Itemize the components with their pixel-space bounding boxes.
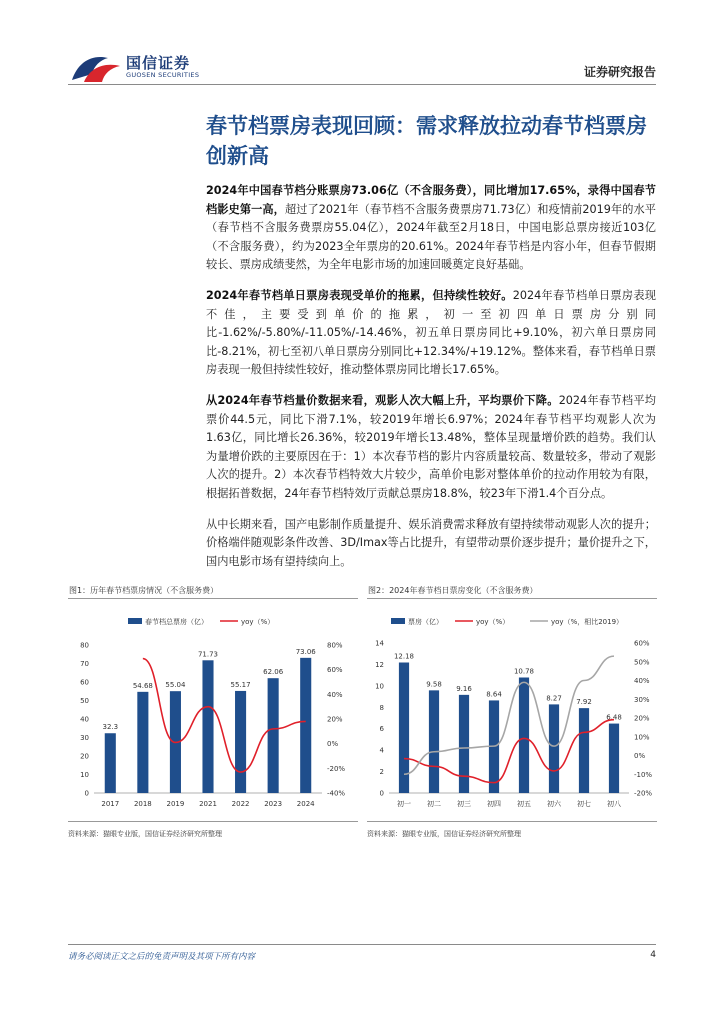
paragraph-1-text: 超过了2021年（春节档不含服务费票房71.73亿）和疫情前2019年的水平（春节档不含服务费票房55.04亿），2024年截至2月18日，中国电影总票房接近103亿（不含服务费），约为2023全年票房的20.61%。2024年春节档是内容小年，但春节假期较长、票房成绩斐然，为全年电影市场的加速回暖奠定良好基础。: [206, 202, 656, 272]
y2-tick-label: -20%: [327, 764, 346, 773]
figure-2-source: 资料来源：猫眼专业版，国信证券经济研究所整理: [367, 830, 521, 838]
logo-mark-icon: [70, 50, 122, 84]
y-tick-label: 40: [80, 715, 89, 724]
bar-value-label: 32.3: [102, 723, 119, 732]
bar-value-label: 9.58: [426, 680, 442, 689]
legend-label-1: yoy（%）: [476, 618, 510, 626]
bar-初八: [609, 724, 619, 793]
x-tick-label: 2021: [199, 800, 217, 807]
y2-tick-label: -10%: [634, 770, 653, 779]
x-tick-label: 初二: [427, 800, 441, 807]
paragraph-3: [206, 392, 656, 504]
bar-value-label: 62.06: [263, 668, 284, 677]
paragraph-3-lead: 从2024年春节档量价数据来看，观影人次大幅上升，平均票价下降。: [206, 393, 559, 407]
y-tick-label: 0: [379, 789, 384, 798]
figure-1: [68, 583, 358, 843]
y2-tick-label: 50%: [634, 658, 650, 667]
bar-初二: [429, 690, 439, 793]
y2-tick-label: 60%: [327, 666, 343, 675]
figure-2-bottom-rule: [367, 821, 657, 822]
y2-tick-label: 20%: [327, 715, 343, 724]
paragraph-2-lead: 2024年春节档单日票房表现受单价的拖累，但持续性较好。: [206, 288, 513, 302]
bar-初五: [519, 678, 529, 794]
y2-tick-label: 80%: [327, 641, 343, 650]
figure-1-bottom-rule: [68, 821, 358, 822]
x-tick-label: 初八: [607, 800, 621, 807]
x-tick-label: 2017: [101, 800, 120, 807]
x-tick-label: 初五: [517, 800, 531, 807]
bar-value-label: 7.92: [576, 698, 592, 707]
x-tick-label: 2024: [296, 800, 315, 807]
y2-tick-label: -40%: [327, 789, 346, 798]
bar-value-label: 8.27: [546, 694, 562, 703]
legend-label-0: 春节档总票房（亿）: [145, 618, 208, 626]
footer-divider: [68, 944, 656, 945]
bar-2017: [105, 733, 116, 793]
bar-2018: [137, 692, 148, 793]
report-type-label: 证券研究报告: [583, 65, 656, 79]
legend-label-0: 票房（亿）: [408, 618, 443, 626]
paragraph-1-lead: 2024年中国春节档分账票房73.06亿（不含服务费），同比增加17.65%，录得中国春节档影史第一高，: [206, 184, 656, 216]
x-tick-label: 初一: [397, 800, 411, 807]
bar-value-label: 9.16: [456, 684, 472, 693]
legend-label-2: yoy（%，相比2019）: [551, 618, 624, 626]
bar-2021: [202, 660, 213, 793]
y-tick-label: 14: [375, 639, 384, 648]
bar-value-label: 55.04: [165, 681, 186, 690]
y-tick-label: 2: [379, 768, 384, 777]
y-tick-label: 0: [84, 789, 89, 798]
section-title: 春节档票房表现回顾：需求释放拉动春节档票房创新高: [206, 114, 647, 168]
bar-初六: [549, 704, 559, 793]
bar-value-label: 73.06: [295, 647, 316, 656]
paragraph-2: [206, 287, 656, 380]
legend-swatch-0: [128, 618, 142, 624]
bar-value-label: 54.68: [132, 681, 153, 690]
company-logo: [70, 50, 210, 84]
figure-1-title: 图1：历年春节档票房情况（不含服务费）: [68, 583, 358, 599]
bar-初三: [459, 695, 469, 793]
y-tick-label: 80: [80, 641, 89, 650]
y2-tick-label: 60%: [634, 639, 650, 648]
bar-value-label: 10.78: [513, 667, 535, 676]
y-tick-label: 10: [80, 771, 89, 779]
y2-tick-label: -20%: [634, 789, 653, 798]
y2-tick-label: 0%: [634, 752, 646, 760]
figure-2-chart: [367, 607, 657, 807]
y2-tick-label: 30%: [634, 695, 650, 704]
x-tick-label: 初四: [487, 800, 501, 807]
y-tick-label: 8: [379, 703, 384, 712]
y-tick-label: 4: [379, 746, 384, 755]
x-tick-label: 初六: [547, 800, 561, 807]
logo-chinese-name: 国信证券: [126, 54, 191, 72]
legend-swatch-0: [391, 618, 405, 624]
footer-disclaimer: 请务必阅读正文之后的免责声明及其项下所有内容: [68, 952, 256, 962]
body-text: [206, 182, 656, 583]
x-tick-label: 初三: [457, 800, 471, 807]
paragraph-2-text: 2024年春节档单日票房表现不佳，主要受到单价的拖累，初一至初四单日票房分别同比-1.62%/-5.80%/-11.05%/-14.46%，初五单日票房同比+9.10%，初六单日票房同比-8.21%，初七至初八单日票房分别同比+12.34%/+19.12%。整体来看，春节档单日票房表现一般但持续性较好，推动整体票房同比增长17.65%。: [206, 288, 656, 377]
x-tick-label: 2019: [166, 800, 185, 807]
y-tick-label: 60: [80, 678, 89, 687]
y-tick-label: 20: [80, 752, 89, 761]
y-tick-label: 6: [379, 725, 384, 734]
y2-tick-label: 40%: [634, 677, 650, 685]
paragraph-4-text: 从中长期来看，国产电影制作质量提升、娱乐消费需求释放有望持续带动观影人次的提升；价格端伴随观影条件改善、3D/Imax等占比提升，有望带动票价逐步提升；量价提升之下，国内电影市场有望持续向上。: [206, 517, 656, 568]
y2-tick-label: 40%: [327, 690, 343, 699]
bar-2023: [268, 678, 279, 793]
bar-2024: [300, 658, 311, 793]
bar-value-label: 55.17: [230, 680, 251, 689]
bar-value-label: 12.18: [393, 652, 415, 661]
x-tick-label: 2023: [264, 800, 283, 807]
logo-english-name: GUOSEN SECURITIES: [126, 71, 200, 79]
page-header: [0, 0, 724, 90]
figure-2-title: 图2：2024年春节档日票房变化（不含服务费）: [367, 583, 657, 599]
figure-1-chart: [68, 607, 358, 807]
figure-1-source: 资料来源：猫眼专业版，国信证券经济研究所整理: [68, 830, 222, 838]
y-tick-label: 30: [80, 734, 89, 742]
header-divider: [68, 84, 656, 85]
bar-value-label: 71.73: [197, 650, 219, 659]
bar-初七: [579, 708, 589, 793]
y2-tick-label: 0%: [327, 740, 339, 749]
x-tick-label: 2018: [133, 800, 152, 807]
y2-tick-label: 20%: [634, 714, 650, 723]
y-tick-label: 10: [375, 682, 384, 691]
bar-2022: [235, 691, 246, 793]
y2-tick-label: 10%: [634, 733, 650, 742]
paragraph-1: [206, 182, 656, 275]
x-tick-label: 2022: [231, 800, 250, 807]
y-tick-label: 12: [375, 660, 384, 669]
page-number: 4: [650, 950, 656, 960]
paragraph-4: [206, 516, 656, 572]
bar-value-label: 8.64: [486, 690, 502, 699]
paragraph-3-text: 2024年春节档平均票价44.5元，同比下滑7.1%，较2019年增长6.97%；2024年春节档平均观影人次为1.63亿，同比增长26.36%，较2019年增长13.48%，整体呈现量增价跌的趋势。我们认为量增价跌的主要原因在于：1）本次春节档的影片内容质量较高、数量较多，带动了观影人次的提升。2）本次春节档特效大片较少，高单价电影对整体单价的拉动作用较为有限，根据拓普数据，24年春节档特效厅贡献总票房18.8%，较23年下滑1.4个百分点。: [206, 393, 656, 500]
x-tick-label: 初七: [577, 800, 591, 807]
y-tick-label: 70: [80, 660, 89, 668]
bar-value-label: 6.48: [606, 713, 622, 722]
y-tick-label: 50: [80, 697, 89, 705]
figure-2: [367, 583, 657, 843]
legend-label-1: yoy（%）: [241, 618, 275, 626]
